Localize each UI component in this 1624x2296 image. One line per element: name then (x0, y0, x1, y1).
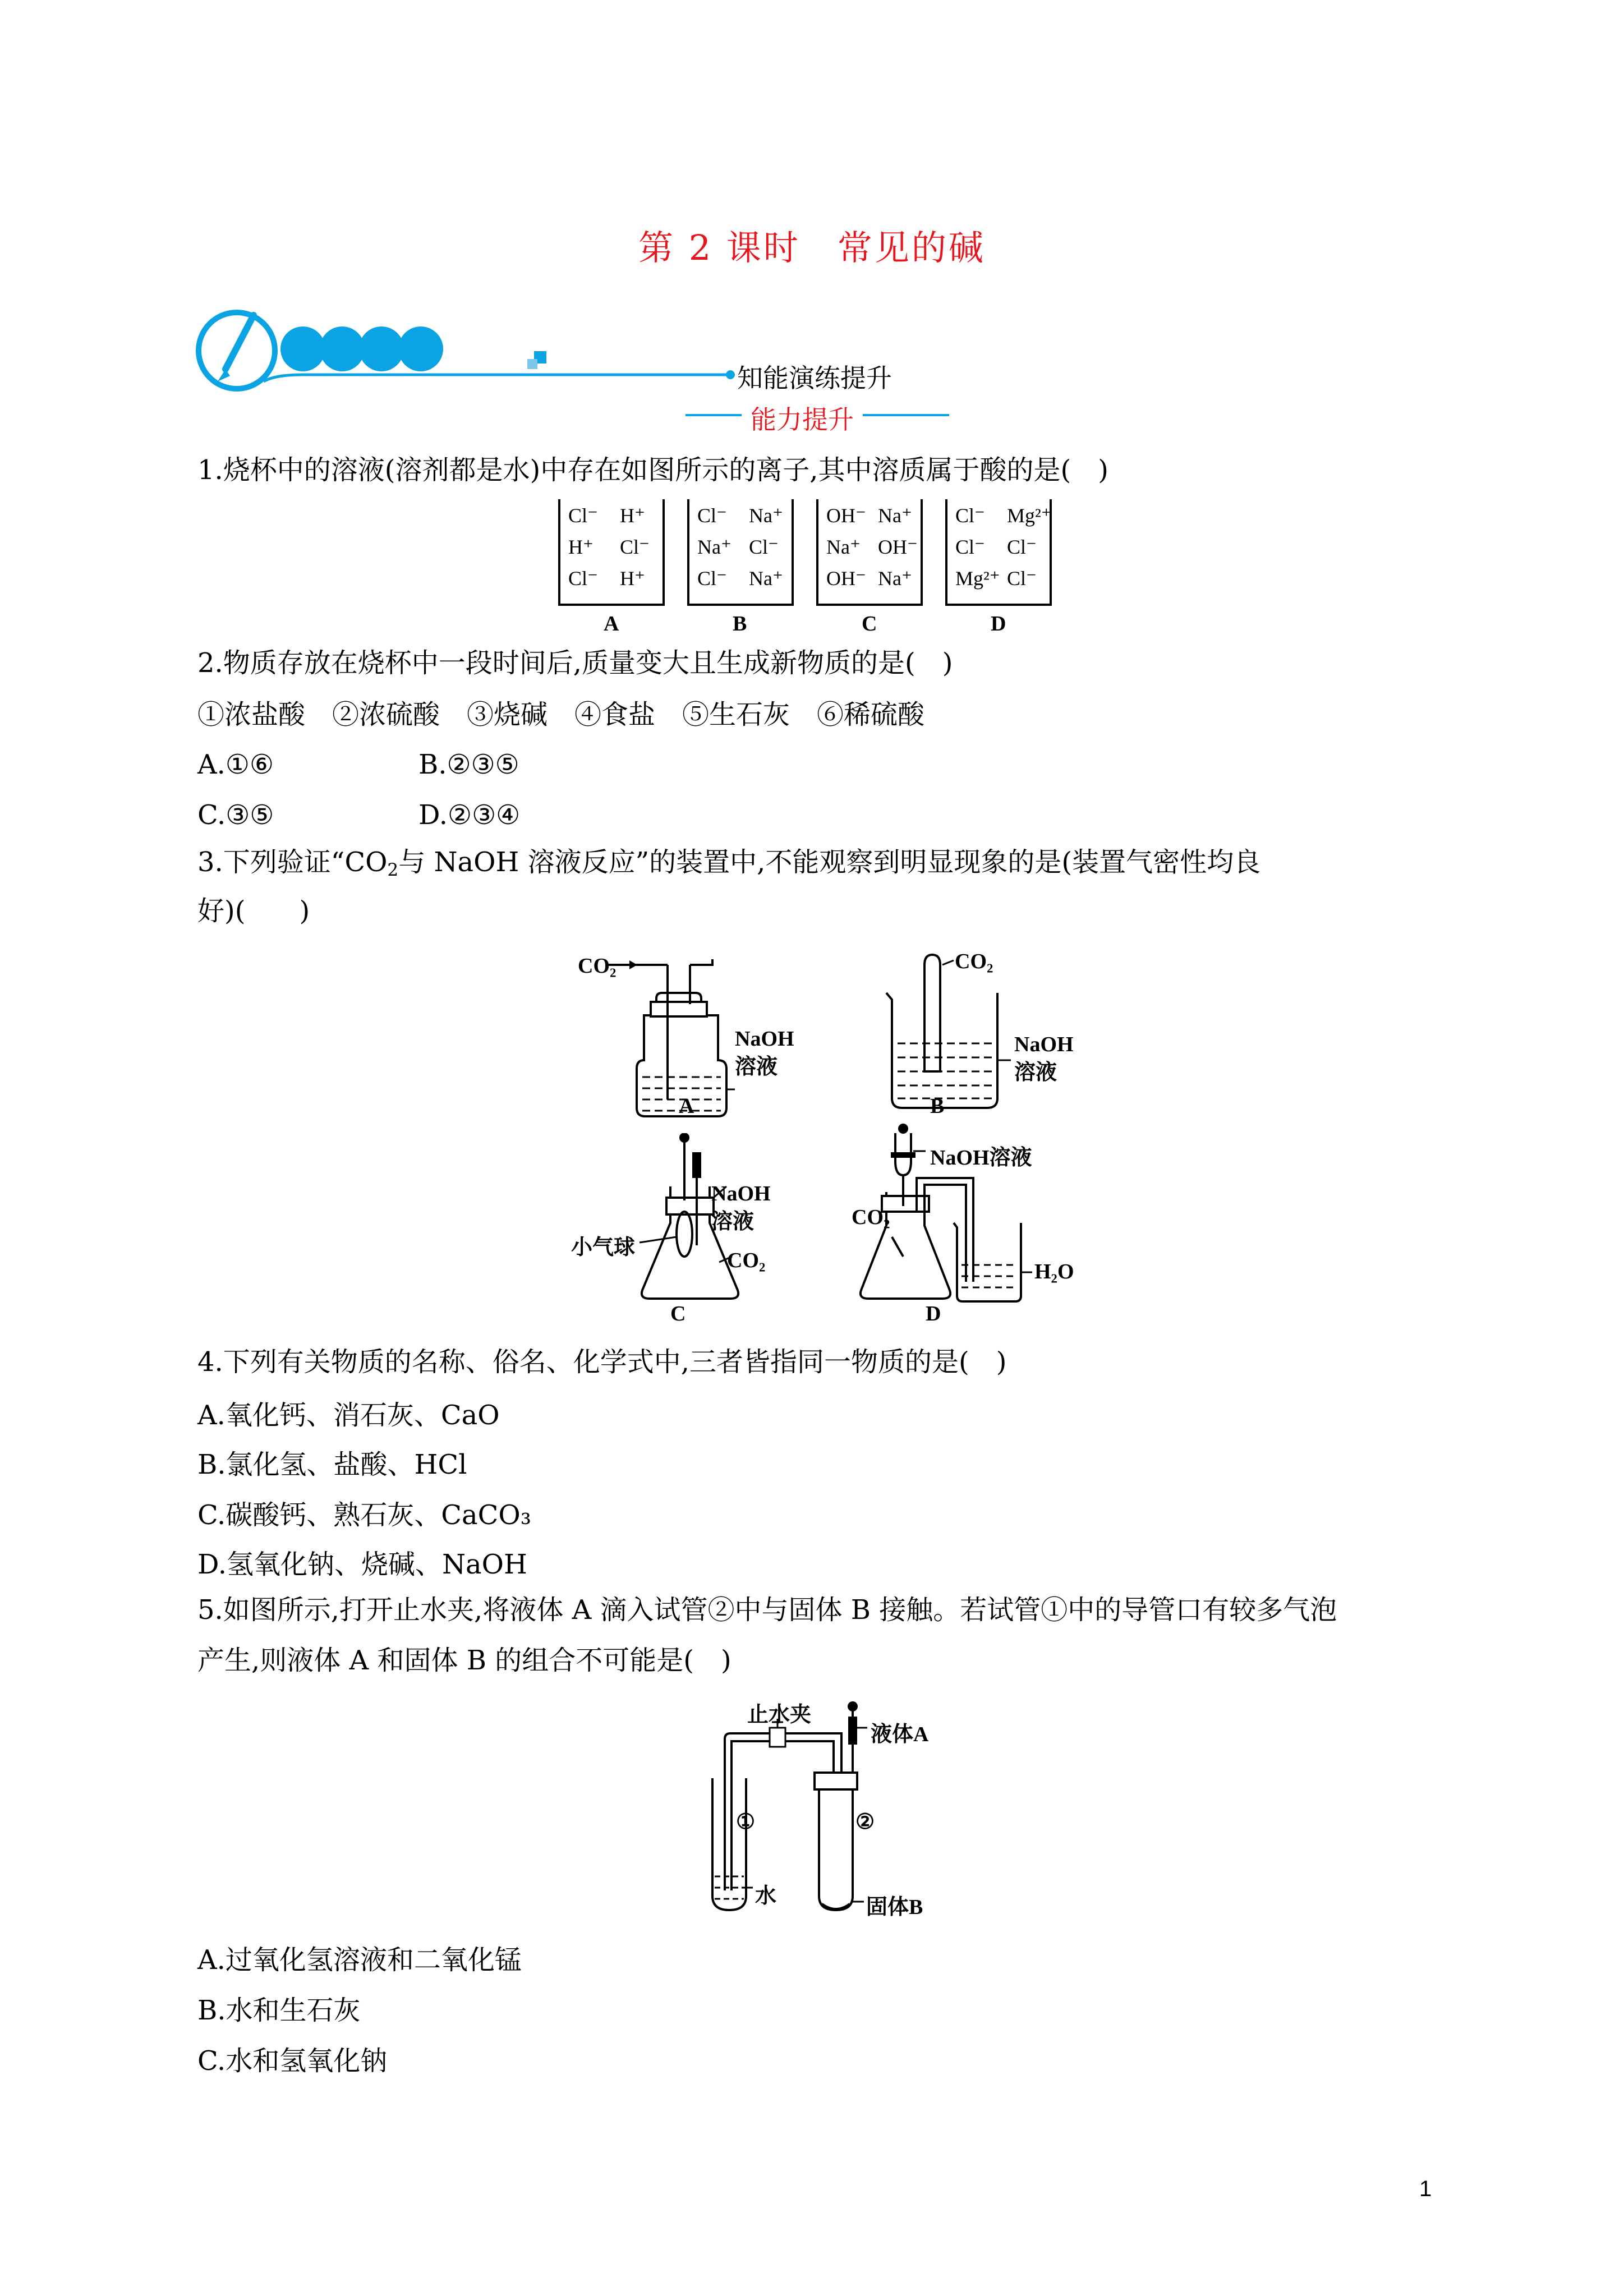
q3-d-gas: CO₂ (852, 1205, 890, 1229)
q4-option-a: A.氧化钙、消石灰、CaO (197, 1400, 500, 1431)
q3-b-label: B (930, 1094, 945, 1118)
q1-ion: H⁺ (620, 504, 645, 527)
q1-ion: H⁺ (620, 567, 645, 590)
q3-stem-line1: 3.下列验证“$CO_2$与 NaOH 溶液反应”的装置中,不能观察到明显现象的是(装置气密性均良 (197, 846, 1261, 880)
q1-ion: Cl⁻ (697, 567, 728, 590)
q1-beaker-label: A (604, 612, 619, 636)
q2-stem: 2.物质存放在烧杯中一段时间后,质量变大且生成新物质的是( ) (197, 647, 953, 679)
q2-option-c: C.③⑤ (197, 799, 274, 831)
q1-ion: OH⁻ (878, 536, 918, 558)
q3-c-gas: CO₂ (727, 1249, 766, 1272)
page-title: 第 2 课时 常见的碱 (638, 227, 986, 268)
q4-option-b: B.氯化氢、盐酸、HCl (197, 1449, 467, 1480)
q3-d-funnel: NaOH溶液 (930, 1146, 1032, 1170)
banner-dot-4 (398, 326, 443, 371)
q3-d-water: H₂O (1034, 1260, 1074, 1283)
q3-c-liquid1: NaOH (711, 1182, 771, 1205)
q1-ion: Mg²⁺ (955, 567, 1000, 590)
banner-dot-3 (359, 326, 404, 371)
q4-option-c: C.碳酸钙、熟石灰、CaCO₃ (197, 1499, 531, 1531)
q5-option-a: A.过氧化氢溶液和二氧化锰 (197, 1944, 522, 1976)
q3-stem-line2: 好)( ) (197, 895, 310, 927)
q3-c-balloon: 小气球 (571, 1236, 636, 1259)
q1-ion: Cl⁻ (697, 504, 728, 527)
q1-ion: Na⁺ (697, 536, 732, 558)
q5-stem-line1: 5.如图所示,打开止水夹,将液体 A 滴入试管②中与固体 B 接触。若试管①中的导管口有较多气泡 (197, 1594, 1337, 1626)
q1-ion: Na⁺ (749, 504, 783, 527)
subsection-title: 能力提升 (742, 399, 863, 436)
q3-a-liquid2: 溶液 (735, 1055, 778, 1079)
q1-ion: Cl⁻ (955, 536, 986, 558)
section-banner (191, 297, 763, 409)
q5-tube2-label: ② (855, 1810, 875, 1834)
q1-ion: H⁺ (568, 536, 594, 558)
q5-water-label: 水 (755, 1884, 777, 1908)
q1-ion: Na⁺ (826, 536, 861, 558)
banner-dot-2 (320, 326, 365, 371)
q1-ion: Mg²⁺ (1007, 504, 1052, 527)
q1-ion: Na⁺ (749, 567, 783, 590)
q2-items: ①浓盐酸 ②浓硫酸 ③烧碱 ④食盐 ⑤生石灰 ⑥稀硫酸 (197, 699, 925, 730)
q3-b-liquid2: 溶液 (1014, 1061, 1057, 1084)
q5-liquid-a-label: 液体A (871, 1723, 929, 1746)
q1-ion: Na⁺ (878, 567, 912, 590)
q1-beaker-b (687, 499, 794, 606)
q3-a-gas: CO₂ (578, 954, 617, 978)
q3-a-label: A (679, 1094, 694, 1118)
q5-tube1-label: ① (736, 1810, 756, 1834)
q5-option-b: B.水和生石灰 (197, 1995, 361, 2026)
q4-option-d: D.氢氧化钠、烧碱、NaOH (197, 1549, 527, 1580)
q3-d-label: D (926, 1302, 941, 1326)
q2-option-b: B.②③⑤ (418, 749, 519, 780)
q3-b-gas: CO₂ (955, 950, 993, 973)
q1-ion: Cl⁻ (620, 536, 650, 558)
q1-ion: Cl⁻ (568, 504, 599, 527)
section-title: 知能演练提升 (737, 363, 892, 393)
q1-ion: OH⁻ (826, 567, 866, 590)
q5-clamp-label: 止水夹 (747, 1703, 812, 1727)
q2-option-a: A.①⑥ (197, 749, 274, 780)
q2-option-d: D.②③④ (418, 799, 521, 831)
q3-a-liquid1: NaOH (735, 1027, 794, 1051)
page-number: 1 (1419, 2177, 1432, 2201)
q1-ion: Cl⁻ (955, 504, 986, 527)
banner-dot-1 (280, 326, 325, 371)
q1-ion: OH⁻ (826, 504, 866, 527)
q1-beaker-a (558, 499, 665, 606)
q5-option-c: C.水和氢氧化钠 (197, 2045, 388, 2077)
q1-ion: Na⁺ (878, 504, 912, 527)
q4-stem: 4.下列有关物质的名称、俗名、化学式中,三者皆指同一物质的是( ) (197, 1346, 1007, 1378)
q1-ion: Cl⁻ (1007, 567, 1037, 590)
q3-fig-c (572, 1133, 808, 1313)
q1-ion: Cl⁻ (1007, 536, 1037, 558)
q1-stem: 1.烧杯中的溶液(溶剂都是水)中存在如图所示的离子,其中溶质属于酸的是( ) (197, 454, 1108, 486)
q3-c-liquid2: 溶液 (711, 1210, 755, 1234)
q5-stem-line2: 产生,则液体 A 和固体 B 的组合不可能是( ) (197, 1645, 732, 1676)
q1-beaker-d (945, 499, 1052, 606)
q1-ion: Cl⁻ (749, 536, 779, 558)
q1-beaker-label: D (991, 612, 1006, 636)
q1-beaker-c (816, 499, 923, 606)
q1-beaker-label: B (733, 612, 747, 636)
q1-beaker-label: C (862, 612, 877, 636)
q5-solid-b-label: 固体B (866, 1895, 923, 1919)
q5-figure (690, 1694, 982, 1918)
q1-ion: Cl⁻ (568, 567, 599, 590)
q3-b-liquid1: NaOH (1014, 1033, 1074, 1056)
q3-c-label: C (670, 1302, 686, 1326)
